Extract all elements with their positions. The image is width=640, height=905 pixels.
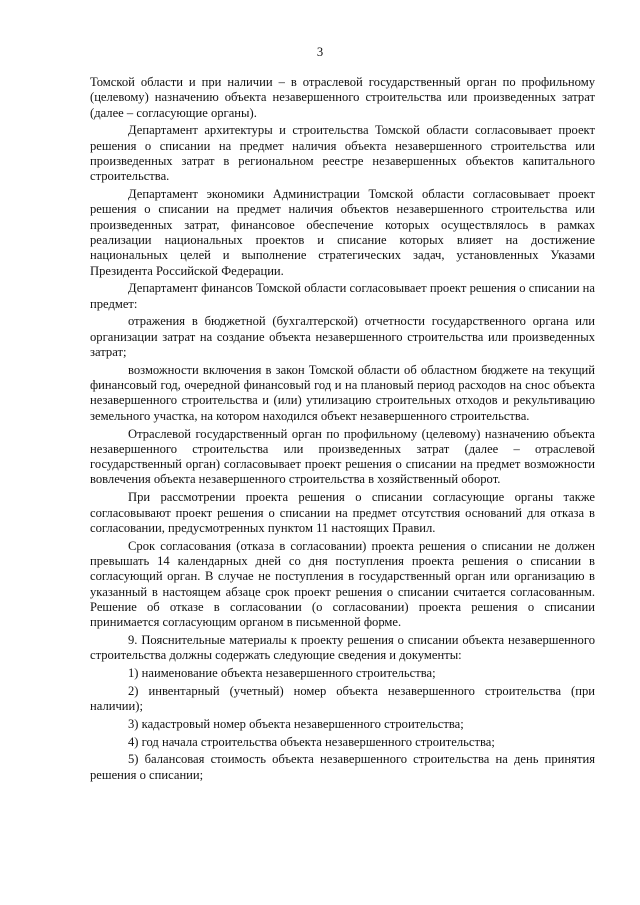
paragraph-1: Томской области и при наличии – в отраслевой государственный орган по профильному (целевому) назначению объекта незавершенного строительства или произведенных затрат (далее – согласующие органы). [90,75,595,120]
paragraph-8: При рассмотрении проекта решения о списании согласующие органы также согласовывают проект решения о списании на предмет отсутствия оснований для отказа в согласовании, предусмотренных пунктом 11 настоящих Правил. [90,490,595,535]
list-item-3: 3) кадастровый номер объекта незавершенного строительства; [128,716,464,731]
list-item-2: 2) инвентарный (учетный) номер объекта незавершенного строительства (при наличии); [90,683,595,714]
paragraph-5: отражения в бюджетной (бухгалтерской) отчетности государственного органа или организации затрат на создание объекта незавершенного строительства или произведенных затрат; [90,314,595,360]
list-item-5: 5) балансовая стоимость объекта незавершенного строительства на день принятия решения о списании; [90,752,595,782]
paragraph-4: Департамент финансов Томской области согласовывает проект решения о списании на предмет: [90,281,595,311]
paragraph-6: возможности включения в закон Томской области об областном бюджете на текущий финансовый год, очередной финансовый год и на плановый период расходов на снос объекта незавершенного строительства и (или) утилизацию строительных отходов и рекультивацию земельного участка, на котором находился объект незавершенного строительства. [90,362,595,423]
paragraph-2: Департамент архитектуры и строительства Томской области согласовывает проект решения о списании на предмет наличия объекта незавершенного строительства или произведенных затрат в региональном реестре незавершенных объектов капитального строительства. [90,123,595,184]
paragraph-3: Департамент экономики Администрации Томской области согласовывает проект решения о списании на предмет наличия объектов незавершенного строительства или произведенных затрат, финансовое обеспечение которых осуществлялось в рамках реализации национальных проектов и списание которых влияет на достижение национальных целей и выполнение стратегических задач, установленных Указами Президента Российской Федерации. [90,187,595,278]
document-body [90,75,595,786]
list-item-1: 1) наименование объекта незавершенного строительства; [128,665,436,680]
list-item-4: 4) год начала строительства объекта незавершенного строительства; [128,734,495,749]
page-number: 3 [316,45,324,59]
paragraph-10: 9. Пояснительные материалы к проекту решения о списании объекта незавершенного строительства должны содержать следующие сведения и документы: [90,632,595,663]
paragraph-9: Срок согласования (отказа в согласовании) проекта решения о списании не должен превышать 14 календарных дней со дня поступления проекта решения о списании в согласующий орган. В случае не поступления в государственный орган или организацию в указанный в настоящем абзаце срок проект решения о списании считается согласованным. Решение об отказе в согласовании (о согласовании) проекта решения о списании принимается согласующим органом в письменной форме. [90,538,595,630]
paragraph-7: Отраслевой государственный орган по профильному (целевому) назначению объекта незавершенного строительства или произведенных затрат (далее – отраслевой государственный орган) согласовывает проект решения о списании на предмет возможности вовлечения объекта незавершенного строительства в хозяйственный оборот. [90,426,595,487]
